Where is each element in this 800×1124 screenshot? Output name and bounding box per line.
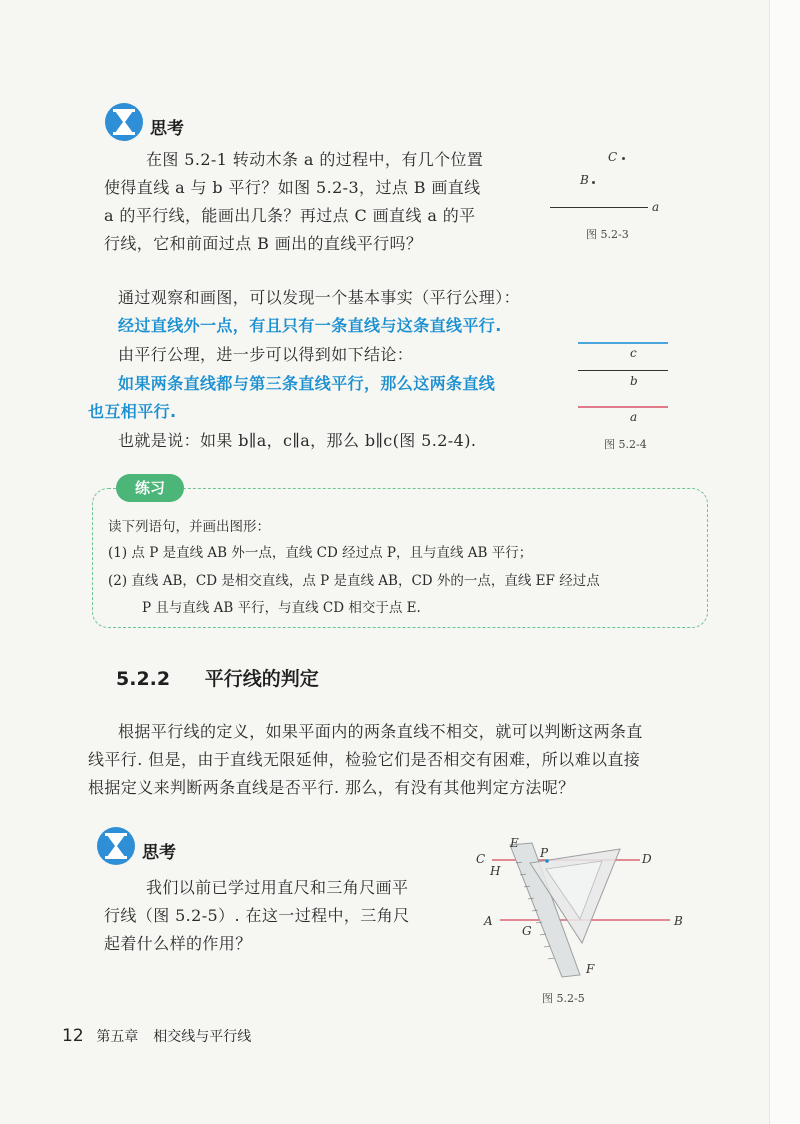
think2-line-2: 行线（图 5.2-5）. 在这一过程中，三角尺 — [104, 906, 410, 925]
fig525-label-p: P — [540, 846, 549, 860]
fig525-label-c: C — [476, 852, 486, 866]
fig524-line-c — [578, 342, 668, 344]
think-icon — [104, 102, 144, 142]
page-footer — [62, 1026, 251, 1046]
fig523-label-a: a — [652, 200, 660, 214]
fig525-label-d: D — [642, 852, 652, 866]
think2-title: 思考 — [142, 843, 176, 863]
axiom-summary: 也就是说：如果 b∥a，c∥a，那么 b∥c(图 5.2-4). — [118, 431, 477, 450]
think1-line-2: 使得直线 a 与 b 平行？如图 5.2-3，过点 B 画直线 — [104, 178, 481, 197]
fig523-point-c: C — [608, 150, 618, 164]
fig525-caption: 图 5.2-5 — [542, 992, 585, 1005]
axiom-lead: 由平行公理，进一步可以得到如下结论： — [118, 345, 414, 364]
fig524-caption: 图 5.2-4 — [604, 438, 647, 451]
fig525-label-f: F — [586, 962, 595, 976]
paragraph-line-3: 根据定义来判断两条直线是否平行. 那么，有没有其他判定方法呢？ — [88, 778, 575, 797]
corollary-line-1: 如果两条直线都与第三条直线平行，那么这两条直线 — [118, 374, 496, 393]
think2-line-1: 我们以前已学过用直尺和三角尺画平 — [146, 878, 409, 897]
exercise-tag: 练习 — [116, 474, 184, 502]
fig525-label-g: G — [522, 924, 532, 938]
paragraph-line-1: 根据平行线的定义，如果平面内的两条直线不相交，就可以判断这两条直 — [118, 722, 643, 741]
think-title: 思考 — [150, 119, 184, 139]
section-name: 平行线的判定 — [204, 668, 319, 690]
axiom-intro: 通过观察和画图，可以发现一个基本事实（平行公理）： — [118, 288, 521, 307]
fig524-label-b: b — [630, 374, 638, 388]
think1-line-3: a 的平行线，能画出几条？再过点 C 画直线 a 的平 — [104, 206, 476, 225]
fig524-line-b — [578, 370, 668, 371]
fig523-caption: 图 5.2-3 — [586, 228, 629, 241]
exercise-item-2a: (2) 直线 AB，CD 是相交直线，点 P 是直线 AB，CD 外的一点，直线 EF 经过点 — [108, 573, 600, 589]
page-edge — [769, 0, 800, 1124]
fig523-dot-c — [622, 157, 625, 160]
section-number: 5.2.2 — [116, 668, 171, 690]
think1-line-1: 在图 5.2-1 转动木条 a 的过程中，有几个位置 — [146, 150, 484, 169]
paragraph-line-2: 线平行. 但是，由于直线无限延伸，检验它们是否相交有困难，所以难以直接 — [88, 750, 641, 769]
axiom-statement: 经过直线外一点，有且只有一条直线与这条直线平行. — [118, 316, 502, 335]
corollary-line-2: 也互相平行. — [88, 402, 177, 421]
fig525-label-b: B — [674, 914, 683, 928]
fig525-diagram — [470, 835, 690, 985]
think1-line-4: 行线，它和前面过点 B 画出的直线平行吗？ — [104, 234, 423, 253]
chapter-title: 相交线与平行线 — [153, 1029, 252, 1045]
fig525-label-e: E — [510, 836, 519, 850]
fig524-label-a: a — [630, 410, 638, 424]
fig525-label-h: H — [490, 864, 501, 878]
fig523-line-a — [550, 207, 648, 208]
fig524-label-c: c — [630, 346, 637, 360]
exercise-intro: 读下列语句，并画出图形： — [108, 519, 270, 535]
fig523-dot-b — [592, 181, 595, 184]
think-icon — [96, 826, 136, 866]
chapter-label: 第五章 — [96, 1029, 139, 1045]
think2-line-3: 起着什么样的作用？ — [104, 934, 252, 953]
exercise-item-2b: P 且与直线 AB 平行，与直线 CD 相交于点 E. — [142, 600, 421, 616]
section-title — [116, 664, 319, 691]
fig525-label-a: A — [484, 914, 493, 928]
exercise-item-1: (1) 点 P 是直线 AB 外一点，直线 CD 经过点 P，且与直线 AB 平行； — [108, 545, 533, 561]
fig524-line-a — [578, 406, 668, 408]
fig523-point-b: B — [580, 173, 589, 187]
page-number: 12 — [62, 1026, 84, 1046]
